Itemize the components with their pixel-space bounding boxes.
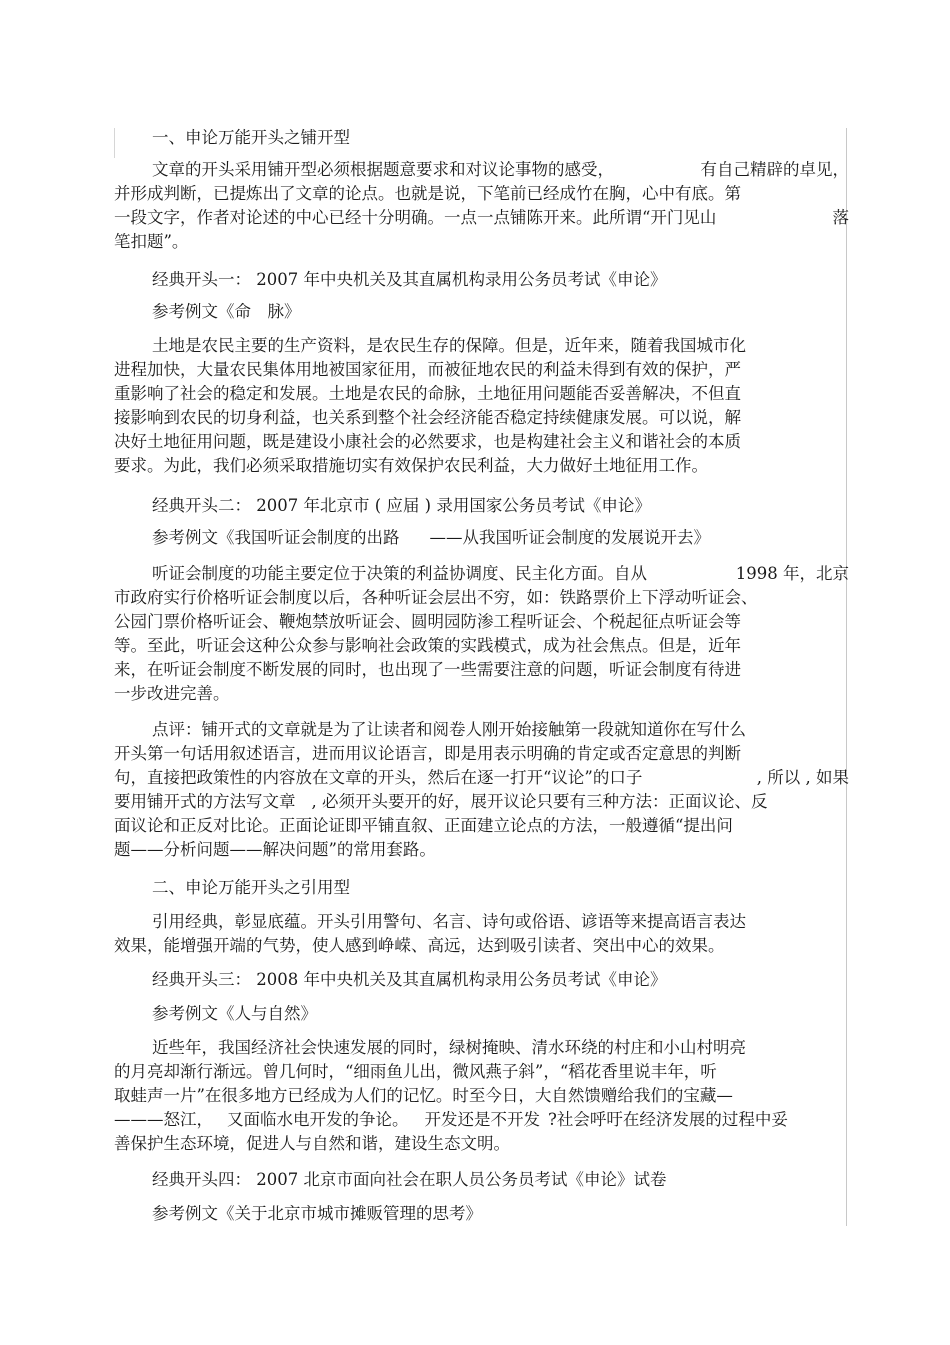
text-segment: 又面临水电开发的争论。 (227, 1110, 409, 1129)
reference-essay-title: 参考例文《人与自然》 (152, 1004, 317, 1023)
text-line (114, 766, 849, 790)
reference-essay-title: 参考例文《命 脉》 (152, 302, 301, 321)
text-line: 近些年，我国经济社会快速发展的同时，绿树掩映、清水环绕的村庄和小山村明亮 (152, 1038, 746, 1057)
text-line (114, 1108, 849, 1132)
text-segment: 落 (832, 208, 849, 227)
text-segment: 有自己精辟的卓见， (700, 160, 849, 179)
text-line: 重影响了社会的稳定和发展。土地是农民的命脉，土地征用问题能否妥善解决，不但直 (114, 384, 741, 403)
text-segment: 要用铺开式的方法写文章 (114, 792, 296, 811)
text-segment: ?社会呼吁在经济发展的过程中妥 (548, 1110, 788, 1129)
text-line (114, 562, 849, 586)
text-line: 并形成判断，已提炼出了文章的论点。也就是说，下笔前已经成竹在胸，心中有底。第 (114, 184, 741, 203)
text-segment: , 必须开头要开的好，展开议论只要有三种方法：正面议论、反 (311, 792, 768, 811)
section-1-heading-block (114, 126, 849, 150)
example-title: 经典开头一： 2007 年中央机关及其直属机构录用公务员考试《申论》 (152, 270, 667, 289)
text-line: 面议论和正反对比论。正面论证即平铺直叙、正面建立论点的方法，一般遵循“提出问 (114, 816, 733, 835)
text-line: 等。至此，听证会这种公众参与影响社会政策的实践模式，成为社会焦点。但是，近年 (114, 636, 741, 655)
text-line: 要求。为此，我们必须采取措施切实有效保护农民利益，大力做好土地征用工作。 (114, 456, 708, 475)
text-segment: 句，直接把政策性的内容放在文章的开头，然后在逐一打开“议论”的口子 (114, 768, 643, 787)
text-line (114, 206, 849, 230)
section-2-heading-block (114, 876, 849, 900)
text-line: 取蛙声一片”在很多地方已经成为人们的记忆。时至今日，大自然馈赠给我们的宝藏— (114, 1086, 733, 1105)
example-3-title-block (114, 968, 849, 992)
text-segment: 参考例文《我国听证会制度的出路 (152, 528, 400, 547)
section-heading: 二、申论万能开头之引用型 (152, 878, 350, 897)
example-3-body (114, 1036, 849, 1156)
text-segment: 开发还是不开发 (424, 1110, 540, 1129)
reference-essay-title: 参考例文《关于北京市城市摊贩管理的思考》 (152, 1204, 482, 1223)
example-2-ref-block (114, 526, 849, 550)
example-1-body (114, 334, 849, 478)
text-line: 点评：铺开式的文章就是为了让读者和阅卷人刚开始接触第一段就知道你在写什么 (152, 720, 746, 739)
text-line: 题——分析问题——解决问题”的常用套路。 (114, 840, 436, 859)
text-line: 公园门票价格听证会、鞭炮禁放听证会、圆明园防渗工程听证会、个税起征点听证会等 (114, 612, 741, 631)
text-line: 市政府实行价格听证会制度以后，各种听证会层出不穷，如：铁路票价上下浮动听证会、 (114, 588, 758, 607)
example-3-ref-block (114, 1002, 849, 1026)
example-title: 经典开头三： 2008 年中央机关及其直属机构录用公务员考试《申论》 (152, 970, 667, 989)
text-line: 一步改进完善。 (114, 684, 230, 703)
text-segment: , 所以 , 如果 (756, 768, 849, 787)
text-line: 决好土地征用问题，既是建设小康社会的必然要求，也是构建社会主义和谐社会的本质 (114, 432, 741, 451)
text-line: 的月亮却渐行渐远。曾几何时，“细雨鱼儿出，微风燕子斜”，“稻花香里说丰年，听 (114, 1062, 717, 1081)
example-title: 经典开头二： 2007 年北京市 ( 应届 ) 录用国家公务员考试《申论》 (152, 496, 651, 515)
text-segment: ——从我国听证会制度的发展说开去》 (429, 528, 710, 547)
text-line: 笔扣题”。 (114, 232, 189, 251)
example-title: 经典开头四： 2007 北京市面向社会在职人员公务员考试《申论》试卷 (152, 1170, 667, 1189)
example-2-body (114, 562, 849, 706)
reference-essay-title (114, 526, 849, 550)
paragraph-intro-2 (114, 910, 849, 958)
text-line: 善保护生态环境，促进人与自然和谐，建设生态文明。 (114, 1134, 510, 1153)
comment-paragraph (114, 718, 849, 862)
paragraph-intro-1 (114, 158, 849, 254)
text-segment: 一段文字，作者对论述的中心已经十分明确。一点一点铺陈开来。此所谓“开门见山 (114, 208, 717, 227)
text-line: 来，在听证会制度不断发展的同时，也出现了一些需要注意的问题，听证会制度有待进 (114, 660, 741, 679)
text-segment: 文章的开头采用铺开型必须根据题意要求和对议论事物的感受， (152, 160, 614, 179)
text-segment: 1998 年，北京 (735, 564, 849, 583)
text-line (114, 790, 849, 814)
example-1-ref-block (114, 300, 849, 324)
text-line: 效果，能增强开端的气势，使人感到峥嵘、高远，达到吸引读者、突出中心的效果。 (114, 936, 725, 955)
section-heading: 一、申论万能开头之铺开型 (152, 128, 350, 147)
text-line: 土地是农民主要的生产资料，是农民生存的保障。但是，近年来，随着我国城市化 (152, 336, 746, 355)
example-2-title-block (114, 494, 849, 518)
example-1-title-block (114, 268, 849, 292)
text-segment: 听证会制度的功能主要定位于决策的利益协调度、民主化方面。自从 (152, 564, 647, 583)
text-line: 引用经典，彰显底蕴。开头引用警句、名言、诗句或俗语、谚语等来提高语言表达 (152, 912, 746, 931)
example-4-ref-block (114, 1202, 849, 1226)
text-line: 开头第一句话用叙述语言，进而用议论语言，即是用表示明确的肯定或否定意思的判断 (114, 744, 741, 763)
text-line: 接影响到农民的切身利益，也关系到整个社会经济能否稳定持续健康发展。可以说，解 (114, 408, 741, 427)
text-line (114, 158, 849, 182)
example-4-title-block (114, 1168, 849, 1192)
text-line: 进程加快，大量农民集体用地被国家征用，而被征地农民的利益未得到有效的保护，严 (114, 360, 741, 379)
text-segment: ———怒江， (114, 1110, 213, 1129)
